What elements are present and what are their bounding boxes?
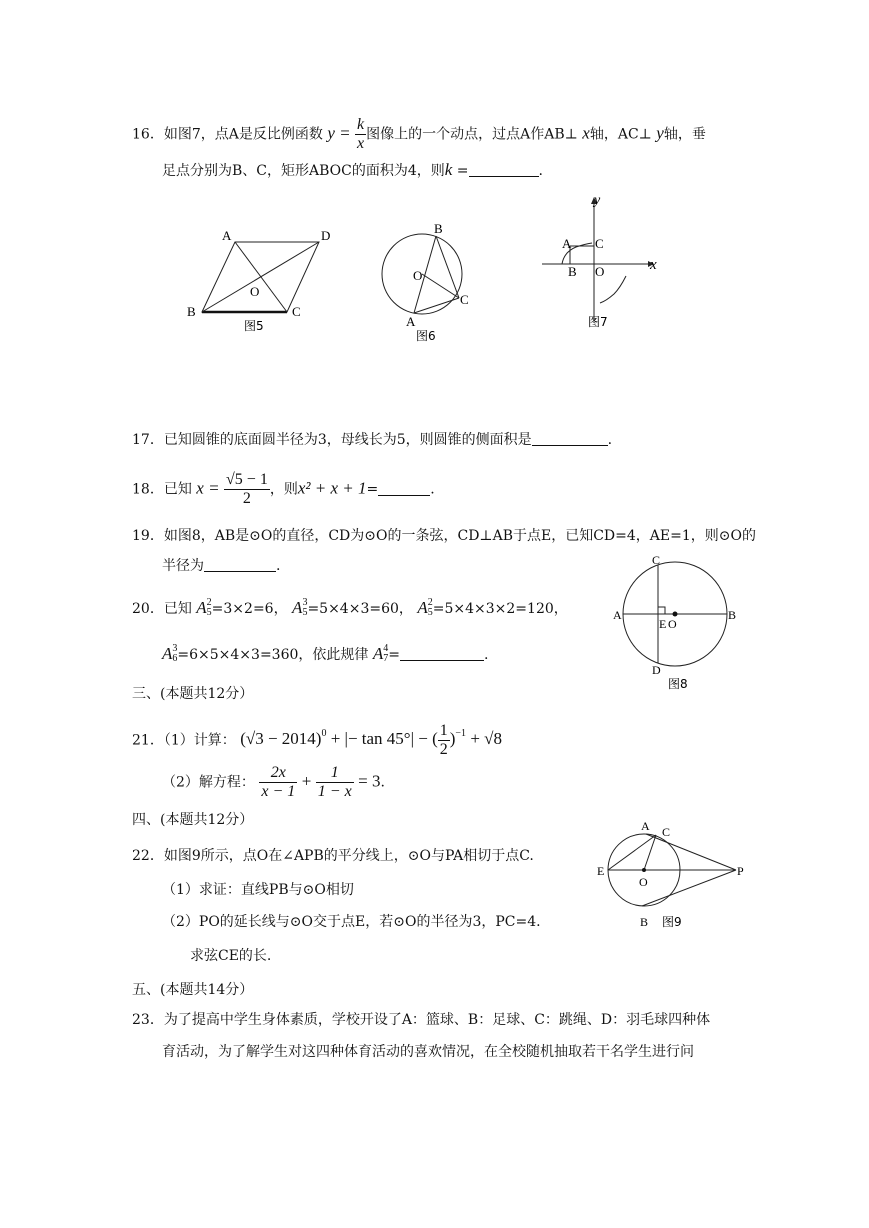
- q21-text: （2）解方程：: [162, 774, 255, 791]
- q16-text: =: [456, 163, 469, 179]
- q23-text: 为了提高中学生身体素质，学校开设了A：篮球、B：足球、C：跳绳、D：羽毛球四种体: [163, 1012, 711, 1028]
- question-23-line1: [132, 1010, 710, 1030]
- label-x: x: [650, 257, 657, 273]
- figure-7: [540, 190, 670, 332]
- question-number: 20．: [132, 601, 164, 617]
- q16-y-equals: y =: [327, 123, 351, 143]
- fraction-denominator: 2: [439, 741, 448, 758]
- q21-text: （1）计算：: [163, 732, 236, 749]
- half-fraction: [438, 722, 450, 759]
- label-b: B: [434, 221, 443, 236]
- label-c: C: [662, 825, 671, 839]
- q21-fraction-1: [259, 764, 297, 801]
- q16-text: 如图7，点A是反比例函数: [163, 126, 323, 143]
- center-point: [673, 612, 678, 617]
- section-5-heading: 五、(本题共14分）: [132, 982, 254, 998]
- question-number: 23．: [132, 1012, 164, 1028]
- label-c: C: [595, 236, 604, 251]
- perm-a5-2: A 2 5: [196, 597, 212, 618]
- expr-part: (√3 − 2014): [240, 729, 322, 749]
- right-angle-mark: [658, 607, 665, 614]
- question-16-line1: [132, 116, 706, 153]
- q16-text: 足点分别为B、C，矩形ABOC的面积为4，则: [162, 163, 445, 179]
- section-3-heading: 三、(本题共12分）: [132, 686, 254, 702]
- q16-text: 轴，AC⊥: [589, 126, 652, 143]
- label-a: A: [222, 228, 232, 243]
- label-b: B: [187, 304, 196, 319]
- question-22-line4: 求弦CE的长.: [190, 948, 272, 964]
- answer-blank: [532, 431, 608, 446]
- label-d: D: [652, 663, 661, 677]
- label-o: O: [595, 264, 605, 279]
- figure-caption: 图9: [662, 915, 682, 929]
- q16-fraction: [355, 116, 366, 153]
- q19-end: .: [276, 558, 281, 574]
- question-number: 18．: [132, 481, 164, 498]
- q18-expression: x² + x + 1: [297, 478, 367, 498]
- label-b: B: [728, 608, 737, 622]
- question-21-part1: [132, 722, 502, 759]
- q19-text: 半径为: [162, 558, 204, 574]
- q20-text: =3×2=6，: [211, 601, 288, 617]
- perm-a5-2b: A 2 5: [417, 597, 433, 618]
- question-20-line2: [162, 644, 488, 665]
- q16-text: 轴，垂: [663, 126, 706, 143]
- question-number: 21．: [132, 732, 164, 749]
- fraction-denominator: x: [357, 135, 365, 152]
- answer-blank: [469, 162, 539, 177]
- fraction-numerator: 1: [439, 722, 448, 739]
- label-a: A: [406, 314, 416, 329]
- question-18: [132, 471, 435, 508]
- q18-text: ，则: [269, 481, 298, 498]
- question-20-line1: [132, 598, 568, 619]
- question-19-line2: [162, 556, 280, 576]
- answer-blank: [378, 481, 430, 496]
- label-a: A: [613, 608, 622, 622]
- q20-text: =5×4×3=60，: [307, 601, 413, 617]
- label-y: y: [594, 193, 601, 208]
- q20-text: =: [388, 647, 400, 663]
- q18-x-equals: x =: [196, 478, 220, 498]
- question-21-part2: [162, 764, 385, 801]
- question-22-line2: （1）求证：直线PB与⊙O相切: [162, 882, 354, 898]
- label-a: A: [641, 819, 650, 833]
- question-number: 22．: [132, 848, 164, 864]
- q21-fraction-2: [316, 764, 354, 801]
- label-o: O: [668, 617, 677, 631]
- label-b: B: [640, 915, 649, 929]
- q21-end: .: [380, 774, 385, 791]
- tangent-pb: [642, 870, 736, 906]
- figure-caption: 图5: [244, 319, 264, 333]
- fraction-denominator: x − 1: [261, 783, 296, 800]
- radius-oc: [422, 274, 459, 298]
- label-c: C: [460, 292, 469, 307]
- label-p: P: [737, 864, 744, 878]
- q20-text: 已知: [163, 601, 192, 617]
- radius-oc: [644, 835, 656, 870]
- q16-text: 图像上的一个动点，过点A作AB⊥: [366, 126, 578, 143]
- label-b: B: [568, 264, 577, 279]
- figure-caption: 图7: [588, 315, 608, 329]
- q16-var-x: x: [582, 123, 590, 143]
- question-number: 19．: [132, 528, 164, 544]
- q21-expression-1: [240, 722, 502, 758]
- label-d: D: [321, 228, 331, 243]
- question-number: 16．: [132, 126, 164, 143]
- hyperbola-branch-4: [600, 276, 626, 303]
- figure-caption: 图6: [416, 329, 436, 343]
- expr-part: + √8: [466, 729, 502, 749]
- fraction-numerator: √5 − 1: [226, 471, 268, 488]
- q18-text: =: [366, 481, 379, 498]
- q22-text: 如图9所示，点O在∠APB的平分线上，⊙O与PA相切于点C.: [163, 848, 534, 864]
- question-number: 17．: [132, 432, 164, 448]
- perm-a7-4: A 4 7: [372, 643, 389, 664]
- label-c: C: [292, 304, 301, 319]
- figure-9: [596, 818, 756, 932]
- expr-part: + |− tan 45°| − (: [326, 729, 438, 749]
- question-16-line2: [162, 160, 543, 181]
- equals-three: = 3: [358, 771, 381, 791]
- q20-end: .: [483, 647, 489, 663]
- center-point: [642, 868, 646, 872]
- q18-text: 已知: [163, 481, 192, 498]
- plus-sign: +: [301, 771, 312, 791]
- figure-6: [378, 218, 478, 348]
- label-a: A: [562, 236, 572, 251]
- chord-bc: [436, 236, 459, 298]
- perm-a5-3: A 3 5: [292, 597, 308, 618]
- q17-end: .: [607, 432, 613, 448]
- exponent: 0: [321, 728, 327, 740]
- question-22-line1: [132, 846, 534, 866]
- label-e: E: [659, 617, 667, 631]
- label-o: O: [250, 284, 260, 299]
- question-23-line2: 育活动，为了解学生对这四种体育活动的喜欢情况，在全校随机抽取若干名学生进行问: [162, 1044, 694, 1060]
- chord-ce: [608, 835, 656, 870]
- q18-fraction: [224, 471, 270, 508]
- figure-8: [612, 550, 742, 692]
- section-4-heading: 四、(本题共12分）: [132, 812, 254, 828]
- expr-part: ): [449, 729, 456, 749]
- tangent-pa: [646, 834, 736, 870]
- figure-5: [182, 222, 332, 346]
- q19-text: 如图8，AB是⊙O的直径，CD为⊙O的一条弦，CD⊥AB于点E，已知CD=4，AE=1，则⊙O的: [163, 528, 756, 544]
- exponent: −1: [455, 728, 467, 740]
- fraction-numerator: 1: [316, 764, 354, 783]
- fraction-numerator: k: [357, 116, 365, 133]
- answer-blank: [204, 557, 276, 572]
- fraction-numerator: 2x: [259, 764, 297, 783]
- q16-end: .: [538, 163, 543, 179]
- question-17: [132, 430, 612, 450]
- figure-caption: 图8: [668, 677, 688, 691]
- label-o: O: [639, 875, 648, 889]
- fraction-denominator: 2: [242, 490, 251, 507]
- label-o: O: [413, 268, 423, 283]
- label-e: E: [597, 864, 605, 878]
- q16-var-y: y: [656, 123, 664, 143]
- answer-blank: [400, 646, 484, 661]
- q16-var-k: k: [444, 160, 453, 179]
- question-22-line3: （2）PO的延长线与⊙O交于点E，若⊙O的半径为3，PC=4.: [162, 914, 541, 930]
- perm-a6-3: A 3 6: [162, 643, 178, 664]
- q17-text: 已知圆锥的底面圆半径为3，母线长为5，则圆锥的侧面积是: [163, 432, 532, 448]
- diagonal-bd: [202, 242, 319, 312]
- q18-end: .: [430, 481, 435, 498]
- question-19-line1: [132, 526, 756, 546]
- q20-text: =6×5×4×3=360，依此规律: [177, 647, 369, 663]
- fraction-denominator: 1 − x: [317, 783, 352, 800]
- q20-text: =5×4×3×2=120，: [432, 601, 568, 617]
- label-c: C: [652, 553, 661, 567]
